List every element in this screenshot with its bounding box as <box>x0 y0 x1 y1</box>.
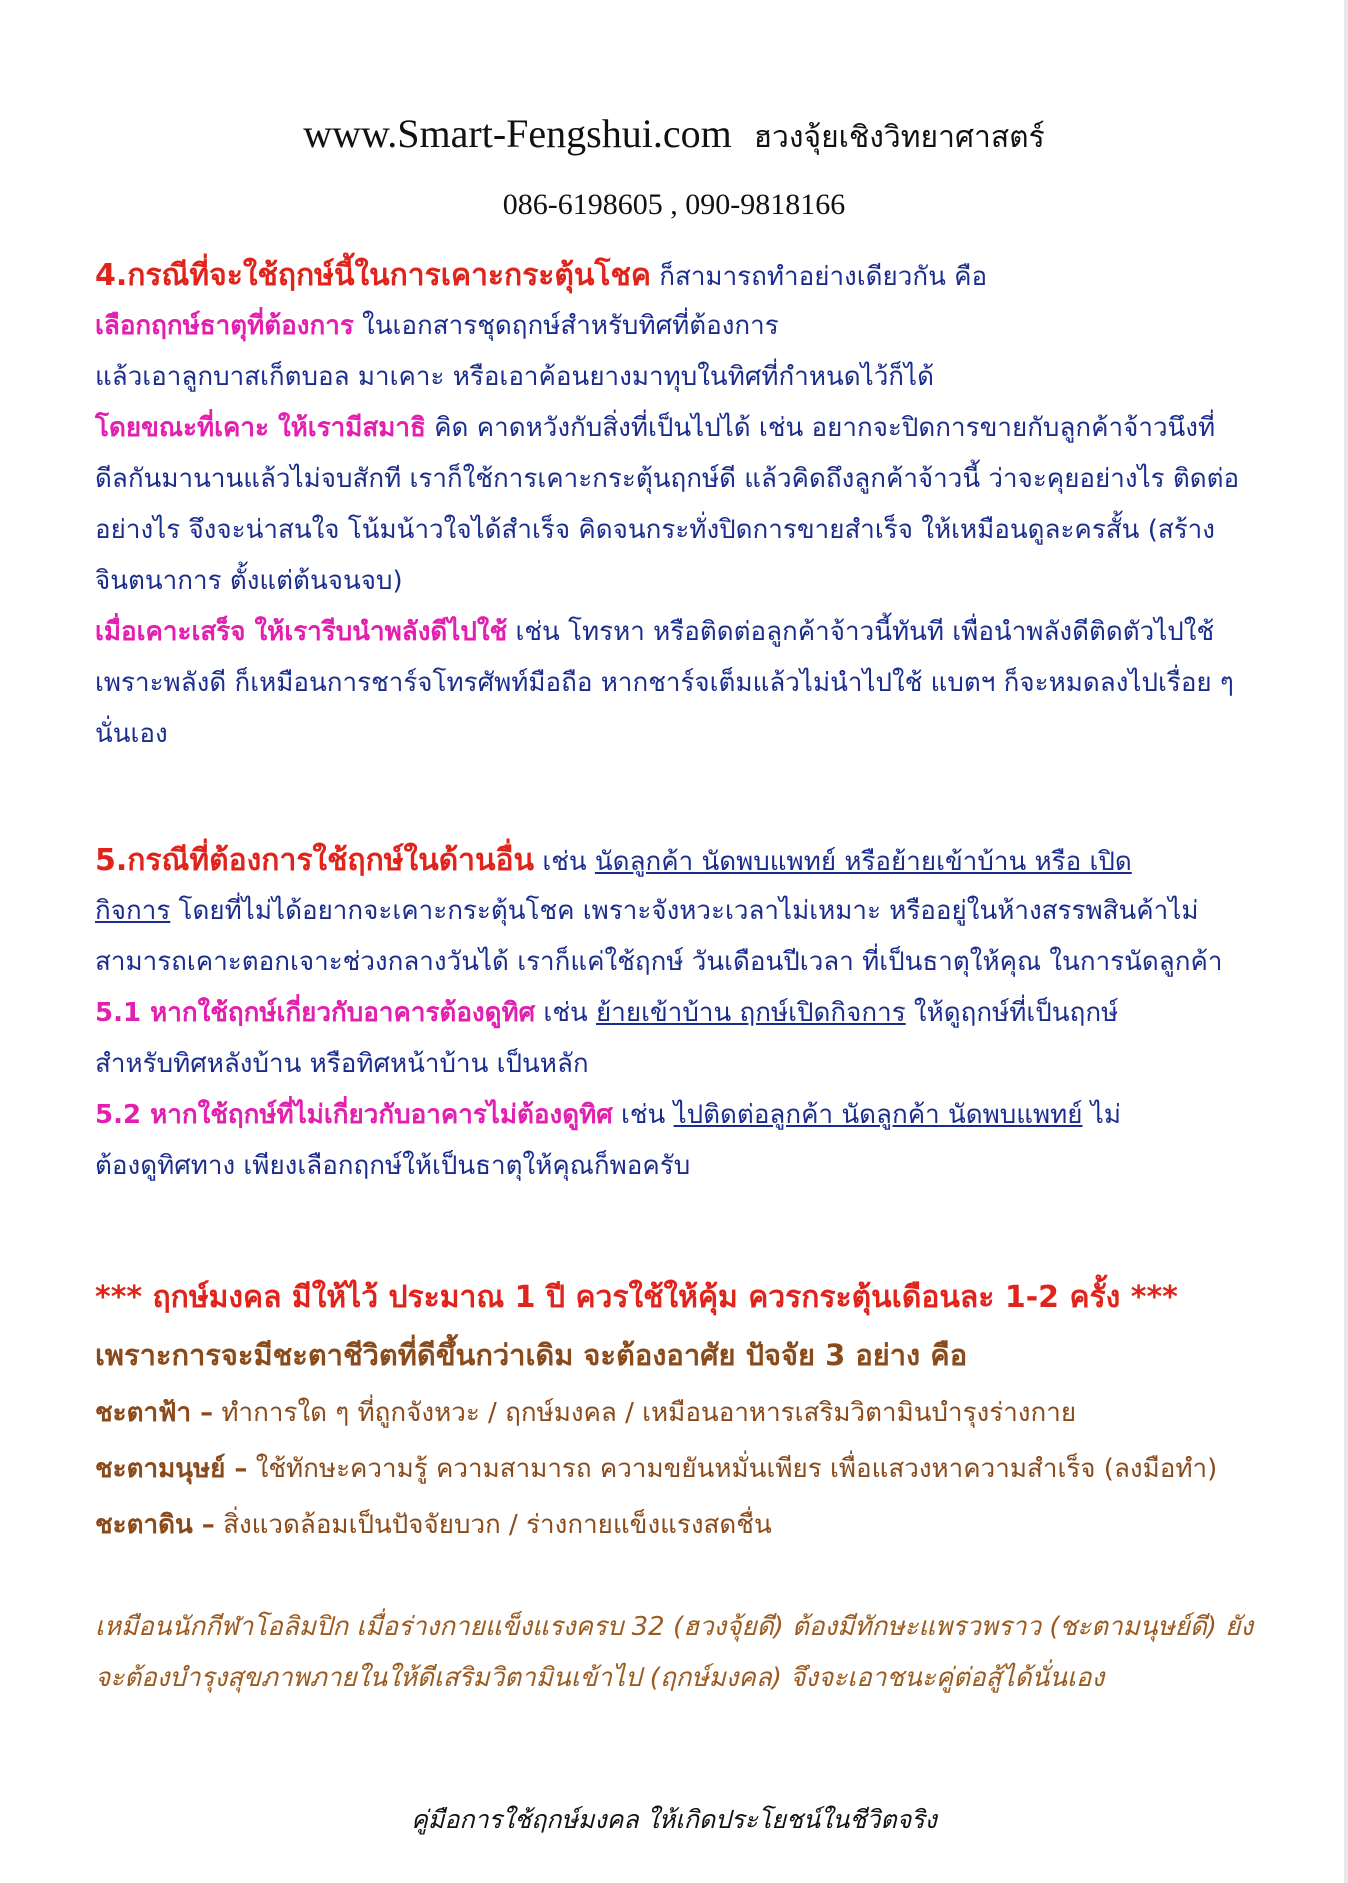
section-5-2-line-2: ต้องดูทิศทาง เพียงเลือกฤกษ์ให้เป็นธาตุให้คุณก็พอครับ <box>95 1151 691 1181</box>
page-edge <box>1344 0 1348 1883</box>
section-5-1-line-1: 5.1 หากใช้ฤกษ์เกี่ยวกับอาคารต้องดูทิศ เช่น ย้ายเข้าบ้าน ฤกษ์เปิดกิจการ ให้ดูฤกษ์ที่เป็นฤกษ์ <box>95 998 1119 1028</box>
olympic-note-line-1: เหมือนนักกีฬาโอลิมปิก เมื่อร่างกายแข็งแรงครบ 32 (ฮวงจุ้ยดี) ต้องมีทักษะแพรวพราว (ชะตามนุษย์ดี) ยัง <box>95 1612 1254 1642</box>
section-4 <box>95 250 1285 760</box>
section-4-line-8: เมื่อเคาะเสร็จ ให้เรารีบนำพลังดีไปใช้ เช่น โทรหา หรือติดต่อลูกค้าจ้าวนี้ทันที เพื่อนำพลังดีติดตัวไปใช้ <box>95 617 1215 647</box>
footer-caption: คู่มือการใช้ฤกษ์มงคล ให้เกิดประโยชน์ในชีวิตจริง <box>411 1805 937 1834</box>
section-4-line-7: จินตนาการ ตั้งแต่ต้นจนจบ) <box>95 566 403 596</box>
section-5 <box>95 835 1285 1192</box>
section-5-1-heading: 5.1 หากใช้ฤกษ์เกี่ยวกับอาคารต้องดูทิศ <box>95 998 536 1028</box>
section-4-line-9: เพราะพลังดี ก็เหมือนการชาร์จโทรศัพท์มือถือ หากชาร์จเต็มแล้วไม่นำไปใช้ แบตฯ ก็จะหมดลงไปเรื่อย ๆ <box>95 668 1234 698</box>
section-4-heading: 4.กรณีที่จะใช้ฤกษ์นี้ในการเคาะกระตุ้นโชค <box>95 258 651 293</box>
section-5-heading: 5.กรณีที่ต้องการใช้ฤกษ์ในด้านอื่น <box>95 843 535 878</box>
phone-numbers: 086-6198605 , 090-9818166 <box>502 188 846 221</box>
section-4-line-6: อย่างไร จึงจะน่าสนใจ โน้มน้าวใจได้สำเร็จ คิดจนกระทั่งปิดการขายสำเร็จ ให้เหมือนดูละครสั้น (สร้าง <box>95 515 1215 545</box>
olympic-note-line-2: จะต้องบำรุงสุขภาพภายในให้ดีเสริมวิตามินเข้าไป (ฤกษ์มงคล) จึงจะเอาชนะคู่ต่อสู้ได้นั่นเอง <box>95 1663 1105 1693</box>
factor-earth: ชะตาดิน – สิ่งแวดล้อมเป็นปัจจัยบวก / ร่างกายแข็งแรงสดชื่น <box>95 1510 772 1540</box>
section-4-line-5: ดีลกันมานานแล้วไม่จบสักที เราก็ใช้การเคาะกระตุ้นฤกษ์ดี แล้วคิดถึงลูกค้าจ้าวนี้ ว่าจะคุยอย่างไร ติดต่อ <box>95 464 1240 494</box>
site-url: www.Smart-Fengshui.com <box>303 111 732 156</box>
section-5-2-heading: 5.2 หากใช้ฤกษ์ที่ไม่เกี่ยวกับอาคารไม่ต้องดูทิศ <box>95 1100 613 1130</box>
factor-heaven: ชะตาฟ้า – ทำการใด ๆ ที่ถูกจังหวะ / ฤกษ์มงคล / เหมือนอาหารเสริมวิตามินบำรุงร่างกาย <box>95 1398 1077 1428</box>
highlight-after: เมื่อเคาะเสร็จ ให้เรารีบนำพลังดีไปใช้ <box>95 617 508 647</box>
section-4-line-4: โดยขณะที่เคาะ ให้เรามีสมาธิ คิด คาดหวังกับสิ่งที่เป็นไปได้ เช่น อยากจะปิดการขายกับลูกค้าจ้าวนึงที่ <box>95 413 1216 443</box>
section-6 <box>95 1272 1285 1556</box>
highlight-focus: โดยขณะที่เคาะ ให้เรามีสมาธิ <box>95 413 426 443</box>
section-5-2-line-1: 5.2 หากใช้ฤกษ์ที่ไม่เกี่ยวกับอาคารไม่ต้องดูทิศ เช่น ไปติดต่อลูกค้า นัดลูกค้า นัดพบแพทย์ ไม่ <box>95 1100 1122 1130</box>
factor-human: ชะตามนุษย์ – ใช้ทักษะความรู้ ความสามารถ ความขยันหมั่นเพียร เพื่อแสวงหาความสำเร็จ (ลงมือทำ) <box>95 1454 1218 1484</box>
section-4-line-10: นั่นเอง <box>95 719 168 749</box>
section-5-1-line-2: สำหรับทิศหลังบ้าน หรือทิศหน้าบ้าน เป็นหลัก <box>95 1049 589 1079</box>
olympic-note <box>95 1602 1285 1704</box>
section-4-line-2: เลือกฤกษ์ธาตุที่ต้องการ ในเอกสารชุดฤกษ์สำหรับทิศที่ต้องการ <box>95 311 779 341</box>
section-5-line-2: กิจการ โดยที่ไม่ได้อยากจะเคาะกระตุ้นโชค เพราะจังหวะเวลาไม่เหมาะ หรืออยู่ในห้างสรรพสินค้าไม่ <box>95 896 1199 926</box>
site-header <box>0 110 1348 161</box>
section-5-line-1: 5.กรณีที่ต้องการใช้ฤกษ์ในด้านอื่น เช่น นัดลูกค้า นัดพบแพทย์ หรือย้ายเข้าบ้าน หรือ เปิด <box>95 843 1132 878</box>
section-4-line-3: แล้วเอาลูกบาสเก็ตบอล มาเคาะ หรือเอาค้อนยางมาทุบในทิศที่กำหนดไว้ก็ได้ <box>95 362 934 392</box>
factors-intro: เพราะการจะมีชะตาชีวิตที่ดีขึ้นกว่าเดิม จะต้องอาศัย ปัจจัย 3 อย่าง คือ <box>95 1338 968 1372</box>
lucky-banner: *** ฤกษ์มงคล มีให้ไว้ ประมาณ 1 ปี ควรใช้ให้คุ้ม ควรกระตุ้นเดือนละ 1-2 ครั้ง *** <box>95 1280 1178 1315</box>
section-5-line-3: สามารถเคาะตอกเจาะช่วงกลางวันได้ เราก็แค่ใช้ฤกษ์ วันเดือนปีเวลา ที่เป็นธาตุให้คุณ ในการนัดลูกค้า <box>95 947 1223 977</box>
highlight-choose: เลือกฤกษ์ธาตุที่ต้องการ <box>95 311 354 341</box>
site-tagline: ฮวงจุ้ยเชิงวิทยาศาสตร์ <box>753 121 1045 154</box>
section-4-line-1: 4.กรณีที่จะใช้ฤกษ์นี้ในการเคาะกระตุ้นโชค ก็สามารถทำอย่างเดียวกัน คือ <box>95 258 988 293</box>
